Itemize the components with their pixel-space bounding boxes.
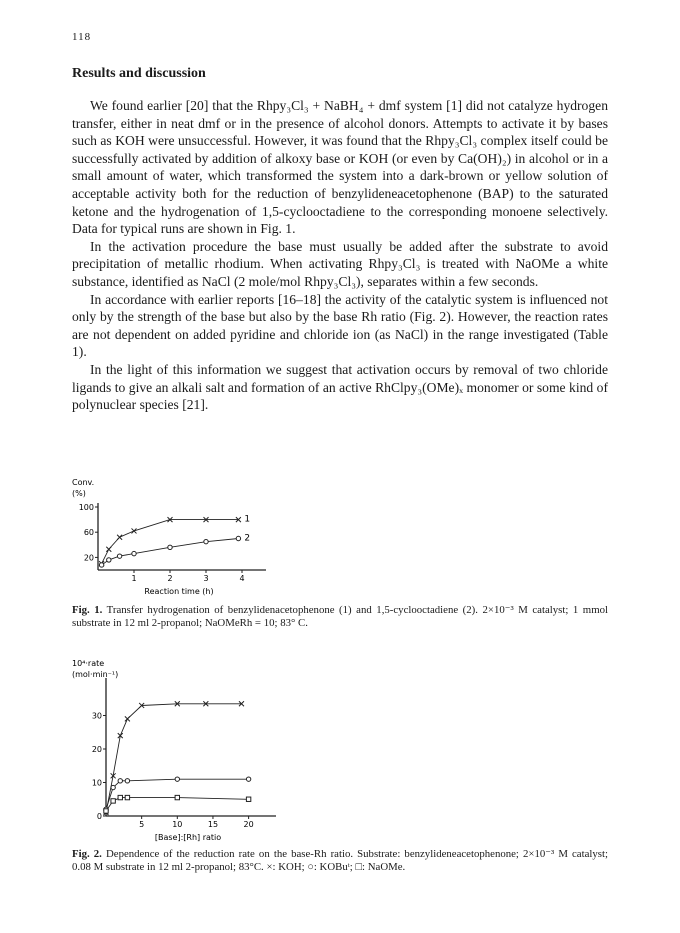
- paragraph: In the light of this information we suggest that activation occurs by removal of two chloride ligands to give an alkali salt and formation of an active RhClpy₃(OMe)ₓ monomer or some kind of polynuclear species [21].: [72, 361, 608, 413]
- y-tick-label: 0: [96, 812, 102, 821]
- series-label: 2: [244, 533, 251, 544]
- paragraph: In the activation procedure the base must usually be added after the substrate to avoid precipitation of metallic rhodium. When activating Rhpy₃Cl₃ is treated with NaOMe a white substance, identified as NaCl (2 mole/mol Rhpy₃Cl₃), separates within a few seconds.: [72, 238, 608, 289]
- figure-2-caption: [72, 848, 608, 874]
- y-tick-label: 20: [91, 745, 102, 754]
- x-tick-label: 5: [139, 820, 145, 829]
- figure-2-label: Fig. 2.: [72, 848, 102, 860]
- data-point: [106, 547, 111, 552]
- data-point: [132, 551, 136, 555]
- data-point: [246, 777, 250, 781]
- x-tick-label: 20: [243, 820, 254, 829]
- data-point: [104, 809, 108, 813]
- y-tick-label: 20: [83, 553, 94, 563]
- data-point: [132, 528, 137, 533]
- figure-1-label: Fig. 1.: [72, 604, 103, 616]
- data-point: [117, 554, 121, 558]
- page-number: 118: [72, 31, 92, 43]
- y-tick-label: 30: [91, 711, 102, 721]
- data-point: [246, 797, 250, 801]
- figure-1-caption-text: Transfer hydrogenation of benzylidenacetophenone (1) and 1,5-cyclooctadiene (2). 2×10⁻³ M catalyst; 1 mmol substrate in 12 ml 2-propanol; NaOMeRh = 10; 83° C.: [72, 604, 608, 629]
- data-point: [107, 558, 111, 562]
- data-point: [118, 795, 122, 799]
- y-axis-label: Conv.: [72, 478, 95, 487]
- data-point: [111, 799, 115, 803]
- x-tick-label: 10: [172, 820, 183, 829]
- data-point: [175, 795, 179, 799]
- paragraph: In accordance with earlier reports [16–18] the activity of the catalytic system is influenced not only by the strength of the base but also by the base Rh ratio (Fig. 2). However, the reaction rates are not dependent on added pyridine and chloride ion (as NaCl) in the range investigated (Table 1).: [72, 291, 608, 360]
- series-label: 1: [244, 514, 251, 525]
- data-point: [111, 785, 115, 789]
- series-line: [102, 539, 239, 566]
- data-point: [117, 535, 122, 540]
- y-tick-label: 100: [78, 503, 94, 512]
- data-point: [125, 716, 130, 721]
- data-point: [236, 536, 240, 540]
- data-point: [175, 777, 179, 781]
- data-point: [125, 795, 129, 799]
- x-axis-label: Reaction time (h): [144, 587, 214, 596]
- body-text: [72, 97, 608, 414]
- y-axis-label: 10⁴·rate: [72, 659, 105, 668]
- section-heading: Results and discussion: [72, 66, 206, 81]
- figure-1-caption: [72, 604, 608, 630]
- x-tick-label: 3: [203, 574, 209, 583]
- figure-1-chart: [60, 475, 320, 605]
- data-point: [118, 779, 122, 783]
- data-point: [204, 539, 208, 543]
- x-tick-label: 15: [207, 820, 219, 829]
- y-axis-label: (%): [72, 489, 86, 498]
- y-tick-label: 60: [83, 528, 94, 538]
- x-tick-label: 4: [239, 574, 245, 583]
- y-tick-label: 10: [91, 778, 102, 788]
- paragraph: We found earlier [20] that the Rhpy₃Cl₃ + NaBH₄ + dmf system [1] did not catalyze hydrogen transfer, either in neat dmf or in the presence of alcohol donors. Attempts to activate it by bases such as KOH were unsuccessful. However, it was found that the Rhpy₃Cl₃ complex itself could be successfully activated by addition of alkoxy base or KOH (or even by Ca(OH)₂) in alcohol or in a small amount of water, which transformed the system into a dark-brown or yellow solution of acceptable activity both for the reduction of benzylideneacetophenone (BAP) to the saturated ketone and the hydrogenation of 1,5-cyclooctadiene to the corresponding monoene selectively. Data for typical runs are shown in Fig. 1.: [72, 98, 608, 237]
- data-point: [125, 779, 129, 783]
- x-axis-label: [Base]:[Rh] ratio: [154, 833, 222, 842]
- x-tick-label: 2: [167, 574, 173, 583]
- y-axis-label: (mol·min⁻¹): [72, 670, 119, 679]
- series-line: [106, 779, 249, 809]
- data-point: [99, 563, 103, 567]
- figure-2-caption-text: Dependence of the reduction rate on the base-Rh ratio. Substrate: benzylideneacetophenone; 2×10⁻³ M catalyst; 0.08 M substrate in 12 ml 2-propanol; 83°C. ×: KOH; ○: KOBuᵗ; □: NaOMe.: [72, 848, 608, 873]
- figure-2-chart: [60, 650, 310, 845]
- data-point: [168, 545, 172, 549]
- x-tick-label: 1: [131, 574, 137, 583]
